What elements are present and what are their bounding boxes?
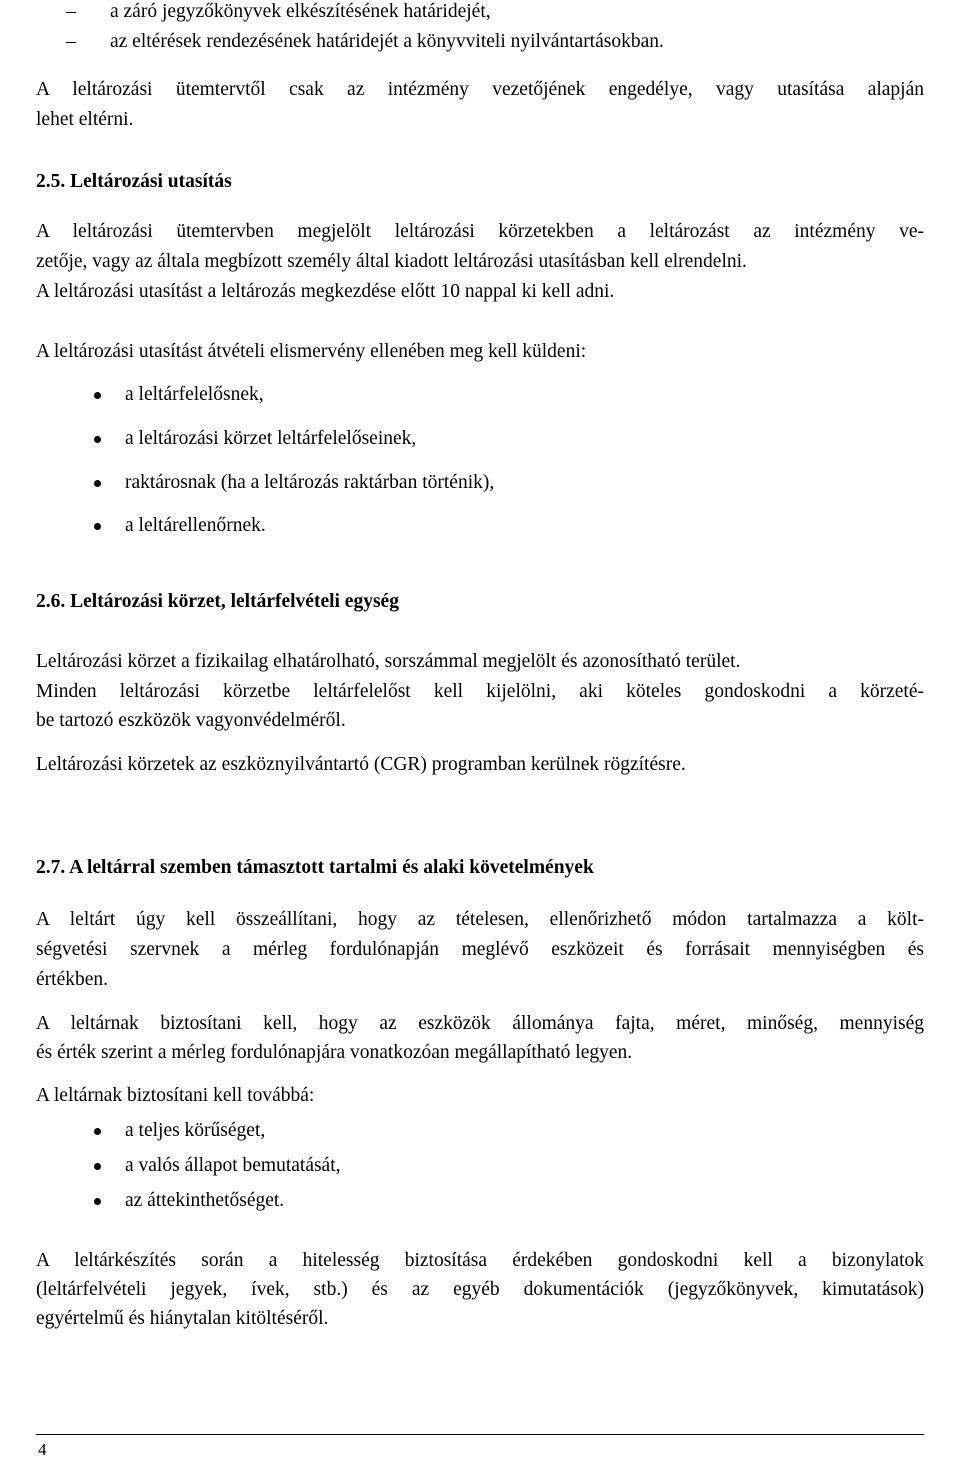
paragraph-line: értékben.	[36, 969, 109, 990]
paragraph-line: Leltározási körzet a fizikailag elhatárolható, sorszámmal megjelölt és azonosítható terület.	[36, 651, 741, 672]
paragraph-line: zetője, vagy az általa megbízott személy által kiadott leltározási utasításban kell elrendelni.	[36, 251, 747, 272]
paragraph-line: A leltárnak biztosítani kell, hogy az eszközök állománya fajta, méret, minőség, mennyiség	[36, 1013, 924, 1034]
list-item: a teljes körűséget,	[125, 1120, 266, 1141]
dash-list-item: az eltérések rendezésének határidejét a könyvviteli nyilvántartásokban.	[110, 31, 664, 52]
list-item: raktárosnak (ha a leltározás raktárban történik),	[125, 472, 495, 493]
section-title: Leltározási körzet, leltárfelvételi egység	[70, 591, 399, 612]
bullet-icon	[94, 1128, 101, 1135]
list-item: a leltárellenőrnek.	[125, 515, 266, 536]
list-item: az áttekinthetőséget.	[125, 1190, 285, 1211]
section-number: 2.7.	[36, 857, 66, 878]
dash-marker: –	[66, 1, 76, 22]
paragraph-line: A leltározási ütemtervtől csak az intézmény vezetőjének engedélye, vagy utasítása alapján	[36, 79, 924, 100]
footer-divider	[36, 1434, 924, 1435]
bullet-icon	[94, 480, 101, 487]
list-item: a leltárfelelősnek,	[125, 384, 264, 405]
paragraph-line: A leltározási utasítást átvételi elismervény ellenében meg kell küldeni:	[36, 341, 587, 362]
dash-marker: –	[66, 31, 76, 52]
section-heading-2-5	[36, 170, 232, 194]
bullet-icon	[94, 1198, 101, 1205]
paragraph-line: A leltárt úgy kell összeállítani, hogy az tételesen, ellenőrizhető módon tartalmazza a költ-	[36, 909, 924, 930]
bullet-icon	[94, 523, 101, 530]
paragraph-line: lehet eltérni.	[36, 109, 134, 130]
paragraph-line: A leltárkészítés során a hitelesség biztosítása érdekében gondoskodni kell a bizonylatok	[36, 1250, 924, 1271]
section-number: 2.6.	[36, 591, 66, 612]
paragraph-line: be tartozó eszközök vagyonvédelméről.	[36, 710, 346, 731]
section-title: A leltárral szemben támasztott tartalmi és alaki követelmények	[69, 857, 594, 878]
section-number: 2.5.	[36, 171, 66, 192]
paragraph-line: Minden leltározási körzetbe leltárfelelőst kell kijelölni, aki köteles gondoskodni a körzeté-	[36, 681, 924, 702]
list-item: a valós állapot bemutatását,	[125, 1155, 341, 1176]
section-title: Leltározási utasítás	[70, 171, 232, 192]
paragraph-line: A leltározási utasítást a leltározás megkezdése előtt 10 nappal ki kell adni.	[36, 281, 615, 302]
bullet-icon	[94, 1163, 101, 1170]
paragraph-line: A leltározási ütemtervben megjelölt leltározási körzetekben a leltározást az intézmény ve-	[36, 221, 924, 242]
paragraph-line: egyértelmű és hiánytalan kitöltéséről.	[36, 1308, 329, 1329]
section-heading-2-7	[36, 856, 594, 880]
paragraph-line: és érték szerint a mérleg fordulónapjára vonatkozóan megállapítható legyen.	[36, 1042, 633, 1063]
paragraph-line: (leltárfelvételi jegyek, ívek, stb.) és az egyéb dokumentációk (jegyzőkönyvek, kimutatások)	[36, 1279, 924, 1300]
section-heading-2-6	[36, 590, 399, 614]
list-item: a leltározási körzet leltárfelelőseinek,	[125, 428, 417, 449]
paragraph-line: A leltárnak biztosítani kell továbbá:	[36, 1085, 315, 1106]
dash-list-item: a záró jegyzőkönyvek elkészítésének határidejét,	[110, 1, 491, 22]
bullet-icon	[94, 392, 101, 399]
bullet-icon	[94, 436, 101, 443]
page-number: 4	[38, 1440, 47, 1459]
paragraph-line: Leltározási körzetek az eszköznyilvántartó (CGR) programban kerülnek rögzítésre.	[36, 754, 686, 775]
paragraph-line: ségvetési szervnek a mérleg fordulónapján meglévő eszközeit és forrásait mennyiségben és	[36, 939, 924, 960]
